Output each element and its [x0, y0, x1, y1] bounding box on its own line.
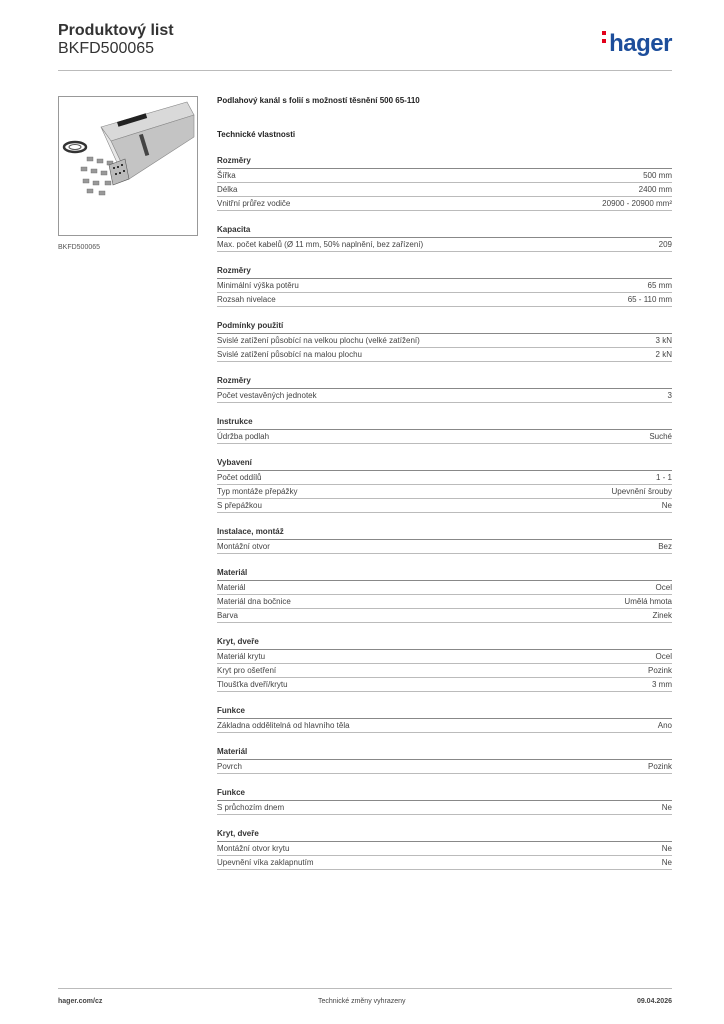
spec-label: Materiál krytu: [217, 652, 266, 661]
spec-row: [217, 485, 672, 499]
spec-group: [217, 225, 672, 252]
spec-value: Upevnění šrouby: [611, 487, 672, 496]
spec-label: Max. počet kabelů (Ø 11 mm, 50% naplnění, bez zařízení): [217, 240, 424, 249]
spec-label: S přepážkou: [217, 501, 262, 510]
header-divider: [58, 70, 672, 71]
spec-value: Suché: [649, 432, 672, 441]
product-code: BKFD500065: [58, 40, 155, 57]
spec-label: Montážní otvor krytu: [217, 844, 290, 853]
document-title: Produktový list: [58, 22, 174, 39]
spec-value: 65 mm: [647, 281, 672, 290]
spec-row: [217, 293, 672, 307]
spec-value: Zinek: [652, 611, 672, 620]
spec-row: [217, 334, 672, 348]
spec-value: 3 kN: [655, 336, 672, 345]
spec-group: [217, 637, 672, 692]
spec-group: [217, 458, 672, 513]
spec-value: Ano: [657, 721, 672, 730]
spec-groups: [217, 156, 672, 870]
spec-group: [217, 788, 672, 815]
spec-group: [217, 568, 672, 623]
group-title: Kryt, dveře: [217, 637, 672, 650]
spec-label: Tloušťka dveří/krytu: [217, 680, 288, 689]
spec-value: 209: [658, 240, 672, 249]
spec-label: Povrch: [217, 762, 242, 771]
spec-group: [217, 321, 672, 362]
product-image: [58, 96, 198, 236]
spec-value: Bez: [658, 542, 672, 551]
spec-row: [217, 430, 672, 444]
group-title: Vybavení: [217, 458, 672, 471]
group-title: Kryt, dveře: [217, 829, 672, 842]
spec-row: [217, 842, 672, 856]
spec-value: 2400 mm: [638, 185, 672, 194]
spec-row: [217, 856, 672, 870]
logo-dots-icon: [602, 31, 607, 47]
section-title: Technické vlastnosti: [217, 130, 296, 139]
spec-label: Svislé zatížení působící na malou plochu: [217, 350, 362, 359]
spec-row: [217, 279, 672, 293]
spec-label: Kryt pro ošetření: [217, 666, 277, 675]
spec-value: 2 kN: [655, 350, 672, 359]
spec-row: [217, 719, 672, 733]
group-title: Rozměry: [217, 376, 672, 389]
spec-row: [217, 801, 672, 815]
spec-label: Údržba podlah: [217, 432, 270, 441]
product-name: Podlahový kanál s folií s možností těsnění 500 65-110: [217, 96, 420, 105]
spec-group: [217, 266, 672, 307]
spec-group: [217, 706, 672, 733]
spec-row: [217, 197, 672, 211]
spec-value: Ne: [661, 501, 672, 510]
spec-group: [217, 376, 672, 403]
spec-value: 500 mm: [643, 171, 672, 180]
spec-row: [217, 581, 672, 595]
spec-value: Umělá hmota: [624, 597, 672, 606]
spec-label: Montážní otvor: [217, 542, 270, 551]
spec-value: Ne: [661, 803, 672, 812]
spec-label: Minimální výška potěru: [217, 281, 299, 290]
spec-row: [217, 169, 672, 183]
footer-divider: [58, 988, 672, 989]
spec-group: [217, 829, 672, 870]
spec-group: [217, 156, 672, 211]
group-title: Podmínky použití: [217, 321, 672, 334]
spec-label: Typ montáže přepážky: [217, 487, 298, 496]
spec-row: [217, 760, 672, 774]
spec-row: [217, 609, 672, 623]
spec-row: [217, 595, 672, 609]
spec-label: Materiál dna bočnice: [217, 597, 291, 606]
spec-group: [217, 747, 672, 774]
spec-row: [217, 650, 672, 664]
spec-row: [217, 183, 672, 197]
image-caption: BKFD500065: [58, 244, 101, 251]
spec-value: 20900 - 20900 mm²: [602, 199, 672, 208]
group-title: Rozměry: [217, 266, 672, 279]
spec-value: Ne: [661, 844, 672, 853]
spec-row: [217, 238, 672, 252]
footer-notice: Technické změny vyhrazeny: [318, 998, 406, 1005]
spec-label: Počet vestavěných jednotek: [217, 391, 317, 400]
spec-value: 1 - 1: [655, 473, 672, 482]
spec-label: Délka: [217, 185, 238, 194]
footer-date: 09.04.2026: [636, 998, 672, 1005]
spec-row: [217, 348, 672, 362]
spec-row: [217, 471, 672, 485]
hager-logo: [602, 30, 672, 58]
spec-label: Základna oddělitelná od hlavního těla: [217, 721, 350, 730]
spec-label: Šířka: [217, 171, 236, 180]
spec-row: [217, 664, 672, 678]
spec-value: Pozink: [647, 666, 672, 675]
spec-row: [217, 499, 672, 513]
group-title: Kapacita: [217, 225, 672, 238]
spec-group: [217, 417, 672, 444]
spec-label: Barva: [217, 611, 238, 620]
spec-label: Upevnění víka zaklapnutím: [217, 858, 314, 867]
spec-value: Ne: [661, 858, 672, 867]
spec-group: [217, 527, 672, 554]
spec-content: [217, 96, 672, 870]
group-title: Materiál: [217, 747, 672, 760]
spec-row: [217, 540, 672, 554]
spec-label: Svislé zatížení působící na velkou plochu (velké zatížení): [217, 336, 420, 345]
footer-website[interactable]: hager.com/cz: [58, 998, 103, 1005]
group-title: Rozměry: [217, 156, 672, 169]
spec-value: Ocel: [655, 652, 672, 661]
group-title: Materiál: [217, 568, 672, 581]
logo-text: hager: [609, 30, 672, 57]
group-title: Funkce: [217, 788, 672, 801]
floor-duct-illustration: [59, 97, 197, 235]
spec-value: 65 - 110 mm: [627, 295, 672, 304]
spec-value: 3 mm: [652, 680, 672, 689]
group-title: Funkce: [217, 706, 672, 719]
spec-label: Počet oddílů: [217, 473, 262, 482]
spec-row: [217, 678, 672, 692]
spec-label: Rozsah nivelace: [217, 295, 276, 304]
group-title: Instalace, montáž: [217, 527, 672, 540]
group-title: Instrukce: [217, 417, 672, 430]
spec-row: [217, 389, 672, 403]
spec-label: Materiál: [217, 583, 246, 592]
spec-value: Pozink: [647, 762, 672, 771]
spec-value: Ocel: [655, 583, 672, 592]
spec-label: Vnitřní průřez vodiče: [217, 199, 291, 208]
page-header: [58, 22, 672, 62]
spec-value: 3: [667, 391, 672, 400]
spec-label: S průchozím dnem: [217, 803, 285, 812]
